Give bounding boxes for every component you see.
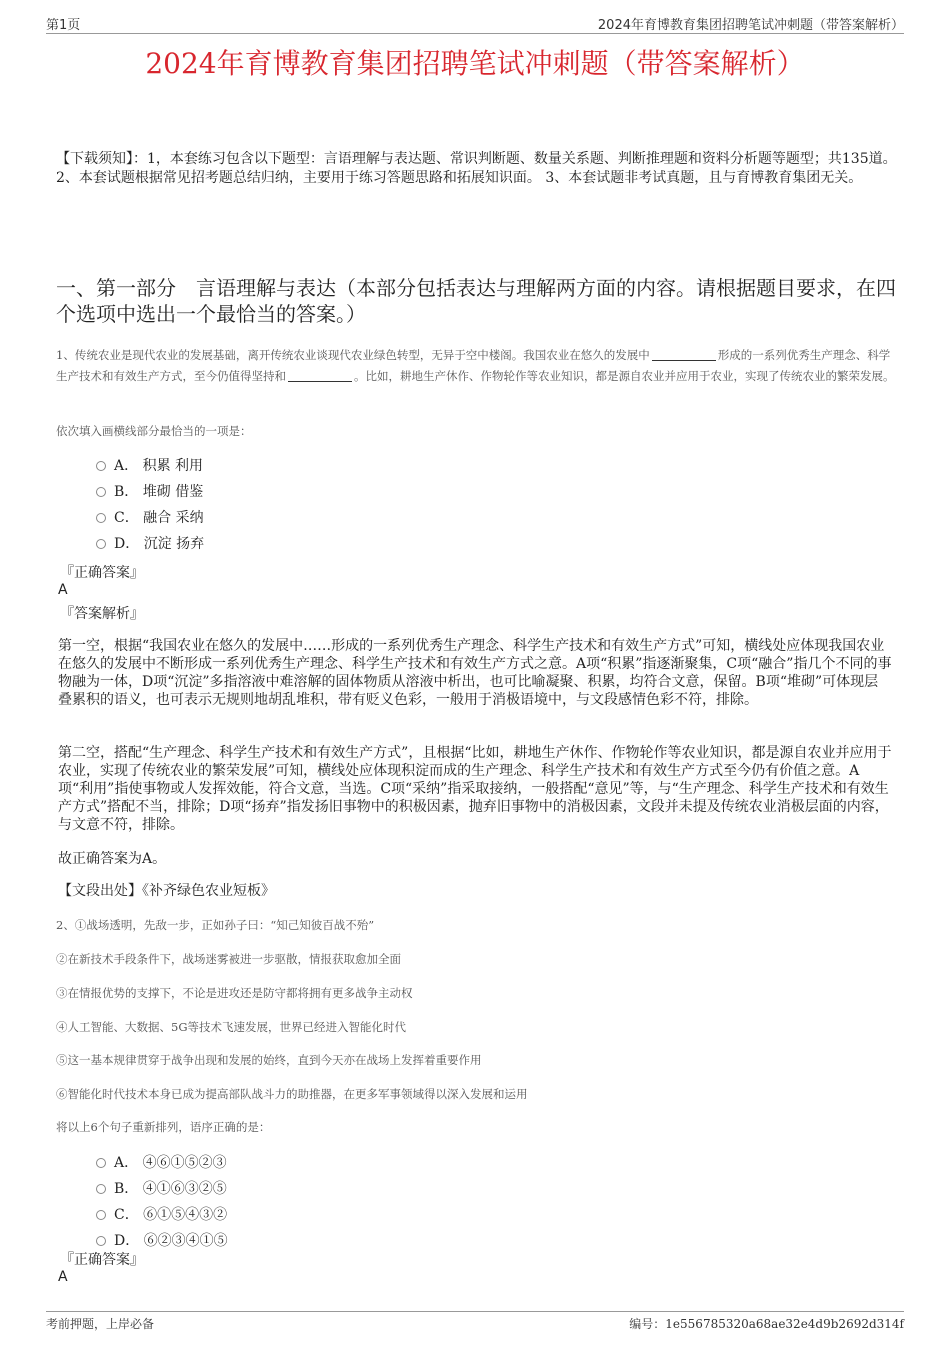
q2-line: ②在新技术手段条件下，战场迷雾被进一步驱散，情报获取愈加全面 xyxy=(56,952,401,966)
page-footer xyxy=(46,1311,904,1331)
q1-option-c[interactable]: C． 融合 采纳 xyxy=(96,508,204,528)
q2-option-d[interactable]: D． ⑥②③④①⑤ xyxy=(96,1231,228,1251)
header-doc-title: 2024年育博教育集团招聘笔试冲刺题（带答案解析） xyxy=(597,18,904,33)
radio-icon[interactable] xyxy=(96,1158,106,1168)
radio-icon[interactable] xyxy=(96,1184,106,1194)
q1-option-d[interactable]: D． 沉淀 扬弃 xyxy=(96,534,204,554)
page-title: 2024年育博教育集团招聘笔试冲刺题（带答案解析） xyxy=(145,47,805,80)
q1-analysis-1: 第一空，根据“我国农业在悠久的发展中……形成的一系列优秀生产理念、科学生产技术和有效生产方式”可知，横线处应体现我国农业在悠久的发展中不断形成一系列优秀生产理念、科学生产技术和有效生产方式之意。A项“积累”指逐渐聚集，C项“融合”指几个不同的事物融为一体，D项“沉淀”多指溶液中难溶解的固体物质从溶液中析出，也可比喻凝聚、积累，均符合文意，保留。B项“堆砌”可体现层叠累积的语义，也可表示无规则地胡乱堆积，带有贬义色彩，一般用于消极语境中，与文段感情色彩不符，排除。 xyxy=(58,638,892,708)
radio-icon[interactable] xyxy=(96,1210,106,1220)
q1-blank-1 xyxy=(652,348,716,361)
q1-text-a: 1、传统农业是现代农业的发展基础，离开传统农业谈现代农业绿色转型，无异于空中楼阁。我国农业在悠久的发展中 xyxy=(56,348,650,362)
q1-conclusion: 故正确答案为A。 xyxy=(58,851,167,867)
radio-icon[interactable] xyxy=(96,461,106,471)
q2-line: 2、①战场透明，先敌一步，正如孙子曰：“知己知彼百战不殆” xyxy=(56,918,375,932)
q1-option-a[interactable]: A． 积累 利用 xyxy=(96,456,203,476)
radio-icon[interactable] xyxy=(96,1236,106,1246)
q1-blank-2 xyxy=(288,369,352,382)
q2-answer-label: 『正确答案』 xyxy=(60,1252,144,1268)
q1-text-b: 形成的一系列优秀生产理念、科学生产技术和有效生产方式，至今仍值得坚持和 xyxy=(56,348,891,383)
q2-option-a[interactable]: A． ④⑥①⑤②③ xyxy=(96,1153,227,1173)
download-notice: 【下载须知】：1，本套练习包含以下题型：言语理解与表达题、常识判断题、数量关系题、判断推理题和资料分析题等题型；共135道。 2、本套试题根据常见招考题总结归纳，主要用于练习答题思路和拓展知识面。 3、本套试题非考试真题，且与育博教育集团无关。 xyxy=(56,151,897,186)
page-number: 第1页 xyxy=(46,18,81,33)
q1-prompt: 依次填入画横线部分最恰当的一项是： xyxy=(56,424,252,438)
radio-icon[interactable] xyxy=(96,487,106,497)
q1-source: 【文段出处】《补齐绿色农业短板》 xyxy=(58,883,275,899)
q2-line: ④人工智能、大数据、5G等技术飞速发展，世界已经进入智能化时代 xyxy=(56,1020,406,1034)
q1-analysis-2: 第二空，搭配“生产理念、科学生产技术和有效生产方式”，且根据“比如，耕地生产休作、作物轮作等农业知识，都是源自农业并应用于农业，实现了传统农业的繁荣发展”可知，横线处应体现积淀而成的生产理念、科学生产技术和有效生产方式至今仍有价值之意。A项“利用”指使事物或人发挥效能，符合文意，当选。C项“采纳”指采取接纳，一般搭配“意见”等，与“生产理念、科学生产技术和有效生产方式”搭配不当，排除；D项“扬弃”指发扬旧事物中的积极因素，抛弃旧事物中的消极因素，文段并未提及传统农业消极层面的内容，与文意不符，排除。 xyxy=(58,745,892,833)
q1-stem xyxy=(56,345,898,387)
q2-line: ③在情报优势的支撑下，不论是进攻还是防守都将拥有更多战争主动权 xyxy=(56,986,413,1000)
page-header xyxy=(46,13,904,34)
q1-answer: A xyxy=(58,582,68,598)
footer-slogan: 考前押题，上岸必备 xyxy=(46,1317,155,1331)
q1-analysis-label: 『答案解析』 xyxy=(60,606,144,622)
q1-option-b[interactable]: B． 堆砌 借鉴 xyxy=(96,482,203,502)
q2-line: ⑤这一基本规律贯穿于战争出现和发展的始终，直到今天亦在战场上发挥着重要作用 xyxy=(56,1053,482,1067)
q2-line: ⑥智能化时代技术本身已成为提高部队战斗力的助推器，在更多军事领域得以深入发展和运用 xyxy=(56,1087,528,1101)
q1-answer-label: 『正确答案』 xyxy=(60,565,144,581)
q2-answer: A xyxy=(58,1269,68,1285)
q2-option-b[interactable]: B． ④①⑥③②⑤ xyxy=(96,1179,227,1199)
radio-icon[interactable] xyxy=(96,513,106,523)
footer-serial: 编号：1e556785320a68ae32e4d9b2692d314f xyxy=(629,1317,904,1331)
q2-option-c[interactable]: C． ⑥①⑤④③② xyxy=(96,1205,227,1225)
q2-prompt: 将以上6个句子重新排列，语序正确的是： xyxy=(56,1120,271,1134)
radio-icon[interactable] xyxy=(96,539,106,549)
section-title: 一、第一部分 言语理解与表达（本部分包括表达与理解两方面的内容。请根据题目要求，在四个选项中选出一个最恰当的答案。） xyxy=(56,276,896,326)
q1-text-c: 。比如，耕地生产休作、作物轮作等农业知识，都是源自农业并应用于农业，实现了传统农业的繁荣发展。 xyxy=(354,369,895,383)
